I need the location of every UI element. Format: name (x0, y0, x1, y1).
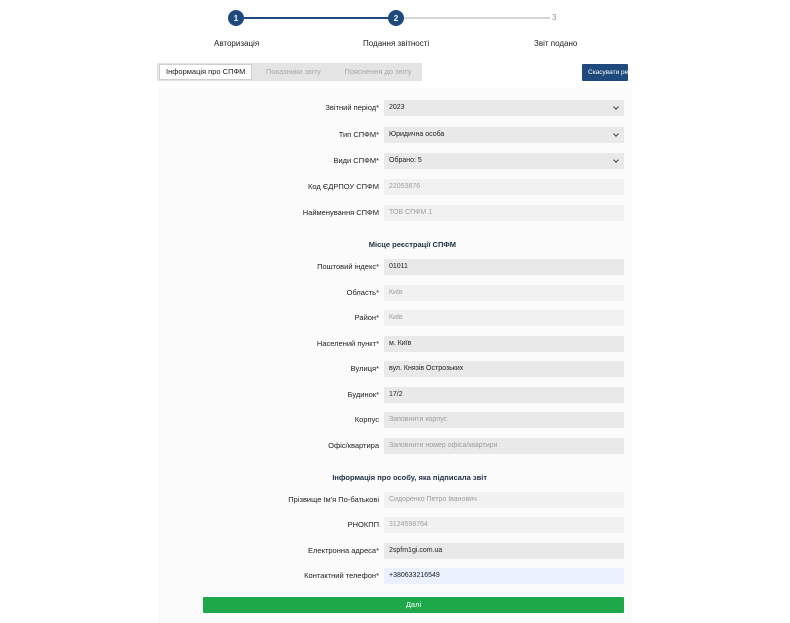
postal-code-row (157, 259, 624, 275)
spfm-kinds-value: Обрано: 5 (389, 157, 422, 164)
block-input[interactable]: Заповнити корпус (384, 412, 624, 428)
office-row (157, 438, 624, 454)
tab-report-indicators[interactable]: Показники звіту (266, 67, 321, 76)
settlement-label: Населений пункт* (316, 339, 379, 348)
phone-input[interactable]: +380633216549 (384, 568, 624, 584)
rnokpp-label: РНОКПП (347, 520, 379, 529)
block-label: Корпус (354, 415, 379, 424)
spfm-kinds-row (157, 153, 624, 169)
spfm-type-value: Юридична особа (389, 131, 445, 138)
reporting-period-label: Звітний період* (325, 103, 379, 112)
region-row (157, 285, 624, 301)
spfm-name-label: Найменування СПФМ (302, 208, 379, 217)
step-1-circle: 1 (228, 10, 244, 26)
street-row (157, 361, 624, 377)
full-name-row (157, 492, 624, 508)
spfm-name-row (157, 205, 624, 221)
next-button[interactable]: Далі (203, 597, 624, 613)
office-label: Офіс/квартира (328, 441, 379, 450)
spfm-kinds-select[interactable] (384, 153, 624, 169)
chevron-down-icon (613, 104, 619, 110)
edrpou-field: 22053876 (384, 179, 624, 195)
full-name-label: Прізвище Ім'я По-батькові (288, 495, 379, 504)
chevron-down-icon (613, 157, 619, 163)
reporting-period-select[interactable] (384, 100, 624, 116)
postal-code-input[interactable]: 01011 (384, 259, 624, 275)
district-field: Київ (384, 310, 624, 326)
step-2-circle: 2 (388, 10, 404, 26)
district-label: Район* (354, 313, 379, 322)
phone-row (157, 568, 624, 584)
step-3-number: 3 (552, 13, 557, 22)
registration-place-heading: Місце реєстрації СПФМ (368, 240, 456, 249)
email-row (157, 543, 624, 559)
spfm-type-row (157, 127, 624, 143)
street-input[interactable]: вул. Князів Острозьких (384, 361, 624, 377)
spfm-kinds-label: Види СПФМ* (333, 156, 379, 165)
building-row (157, 387, 624, 403)
district-row (157, 310, 624, 326)
reporting-period-row (157, 100, 624, 116)
tab-spfm-info[interactable]: Інформація про СПФМ (159, 64, 252, 80)
region-field: Київ (384, 285, 624, 301)
settlement-row (157, 336, 624, 352)
street-label: Вулиця* (350, 364, 379, 373)
reporting-period-value: 2023 (389, 104, 405, 111)
step-2-label: Подання звітності (363, 39, 430, 48)
email-input[interactable]: 2spfm1gi.com.ua (384, 543, 624, 559)
report-tabs (157, 63, 422, 81)
step-1-label: Авторизація (214, 39, 260, 48)
edrpou-label: Код ЄДРПОУ СПФМ (308, 182, 379, 191)
building-label: Будинок* (347, 390, 379, 399)
settlement-input[interactable]: м. Київ (384, 336, 624, 352)
office-input[interactable]: Заповнити номер офіса/квартири (384, 438, 624, 454)
spfm-type-label: Тип СПФМ* (338, 130, 379, 139)
region-label: Область* (346, 288, 379, 297)
full-name-field: Сидоренко Петро Іванович (384, 492, 624, 508)
cancel-report-button[interactable]: Скасувати ре (582, 64, 628, 81)
phone-label: Контактний телефон* (304, 571, 379, 580)
spfm-name-field: ТОВ СПФМ 1 (384, 205, 624, 221)
chevron-down-icon (613, 131, 619, 137)
block-row (157, 412, 624, 428)
spfm-type-select[interactable] (384, 127, 624, 143)
postal-code-label: Поштовий індекс* (317, 262, 379, 271)
stepper-line-pending (404, 17, 550, 19)
step-3-label: Звіт подано (534, 39, 578, 48)
edrpou-row (157, 179, 624, 195)
email-label: Електронна адреса* (308, 546, 379, 555)
signer-info-heading: Інформація про особу, яка підписала звіт (332, 473, 487, 482)
rnokpp-row (157, 517, 624, 533)
stepper-line-complete (244, 17, 396, 19)
progress-stepper (0, 10, 790, 54)
tab-report-explanations[interactable]: Пояснення до звіту (344, 67, 412, 76)
rnokpp-field: 3124598764 (384, 517, 624, 533)
building-input[interactable]: 17/2 (384, 387, 624, 403)
